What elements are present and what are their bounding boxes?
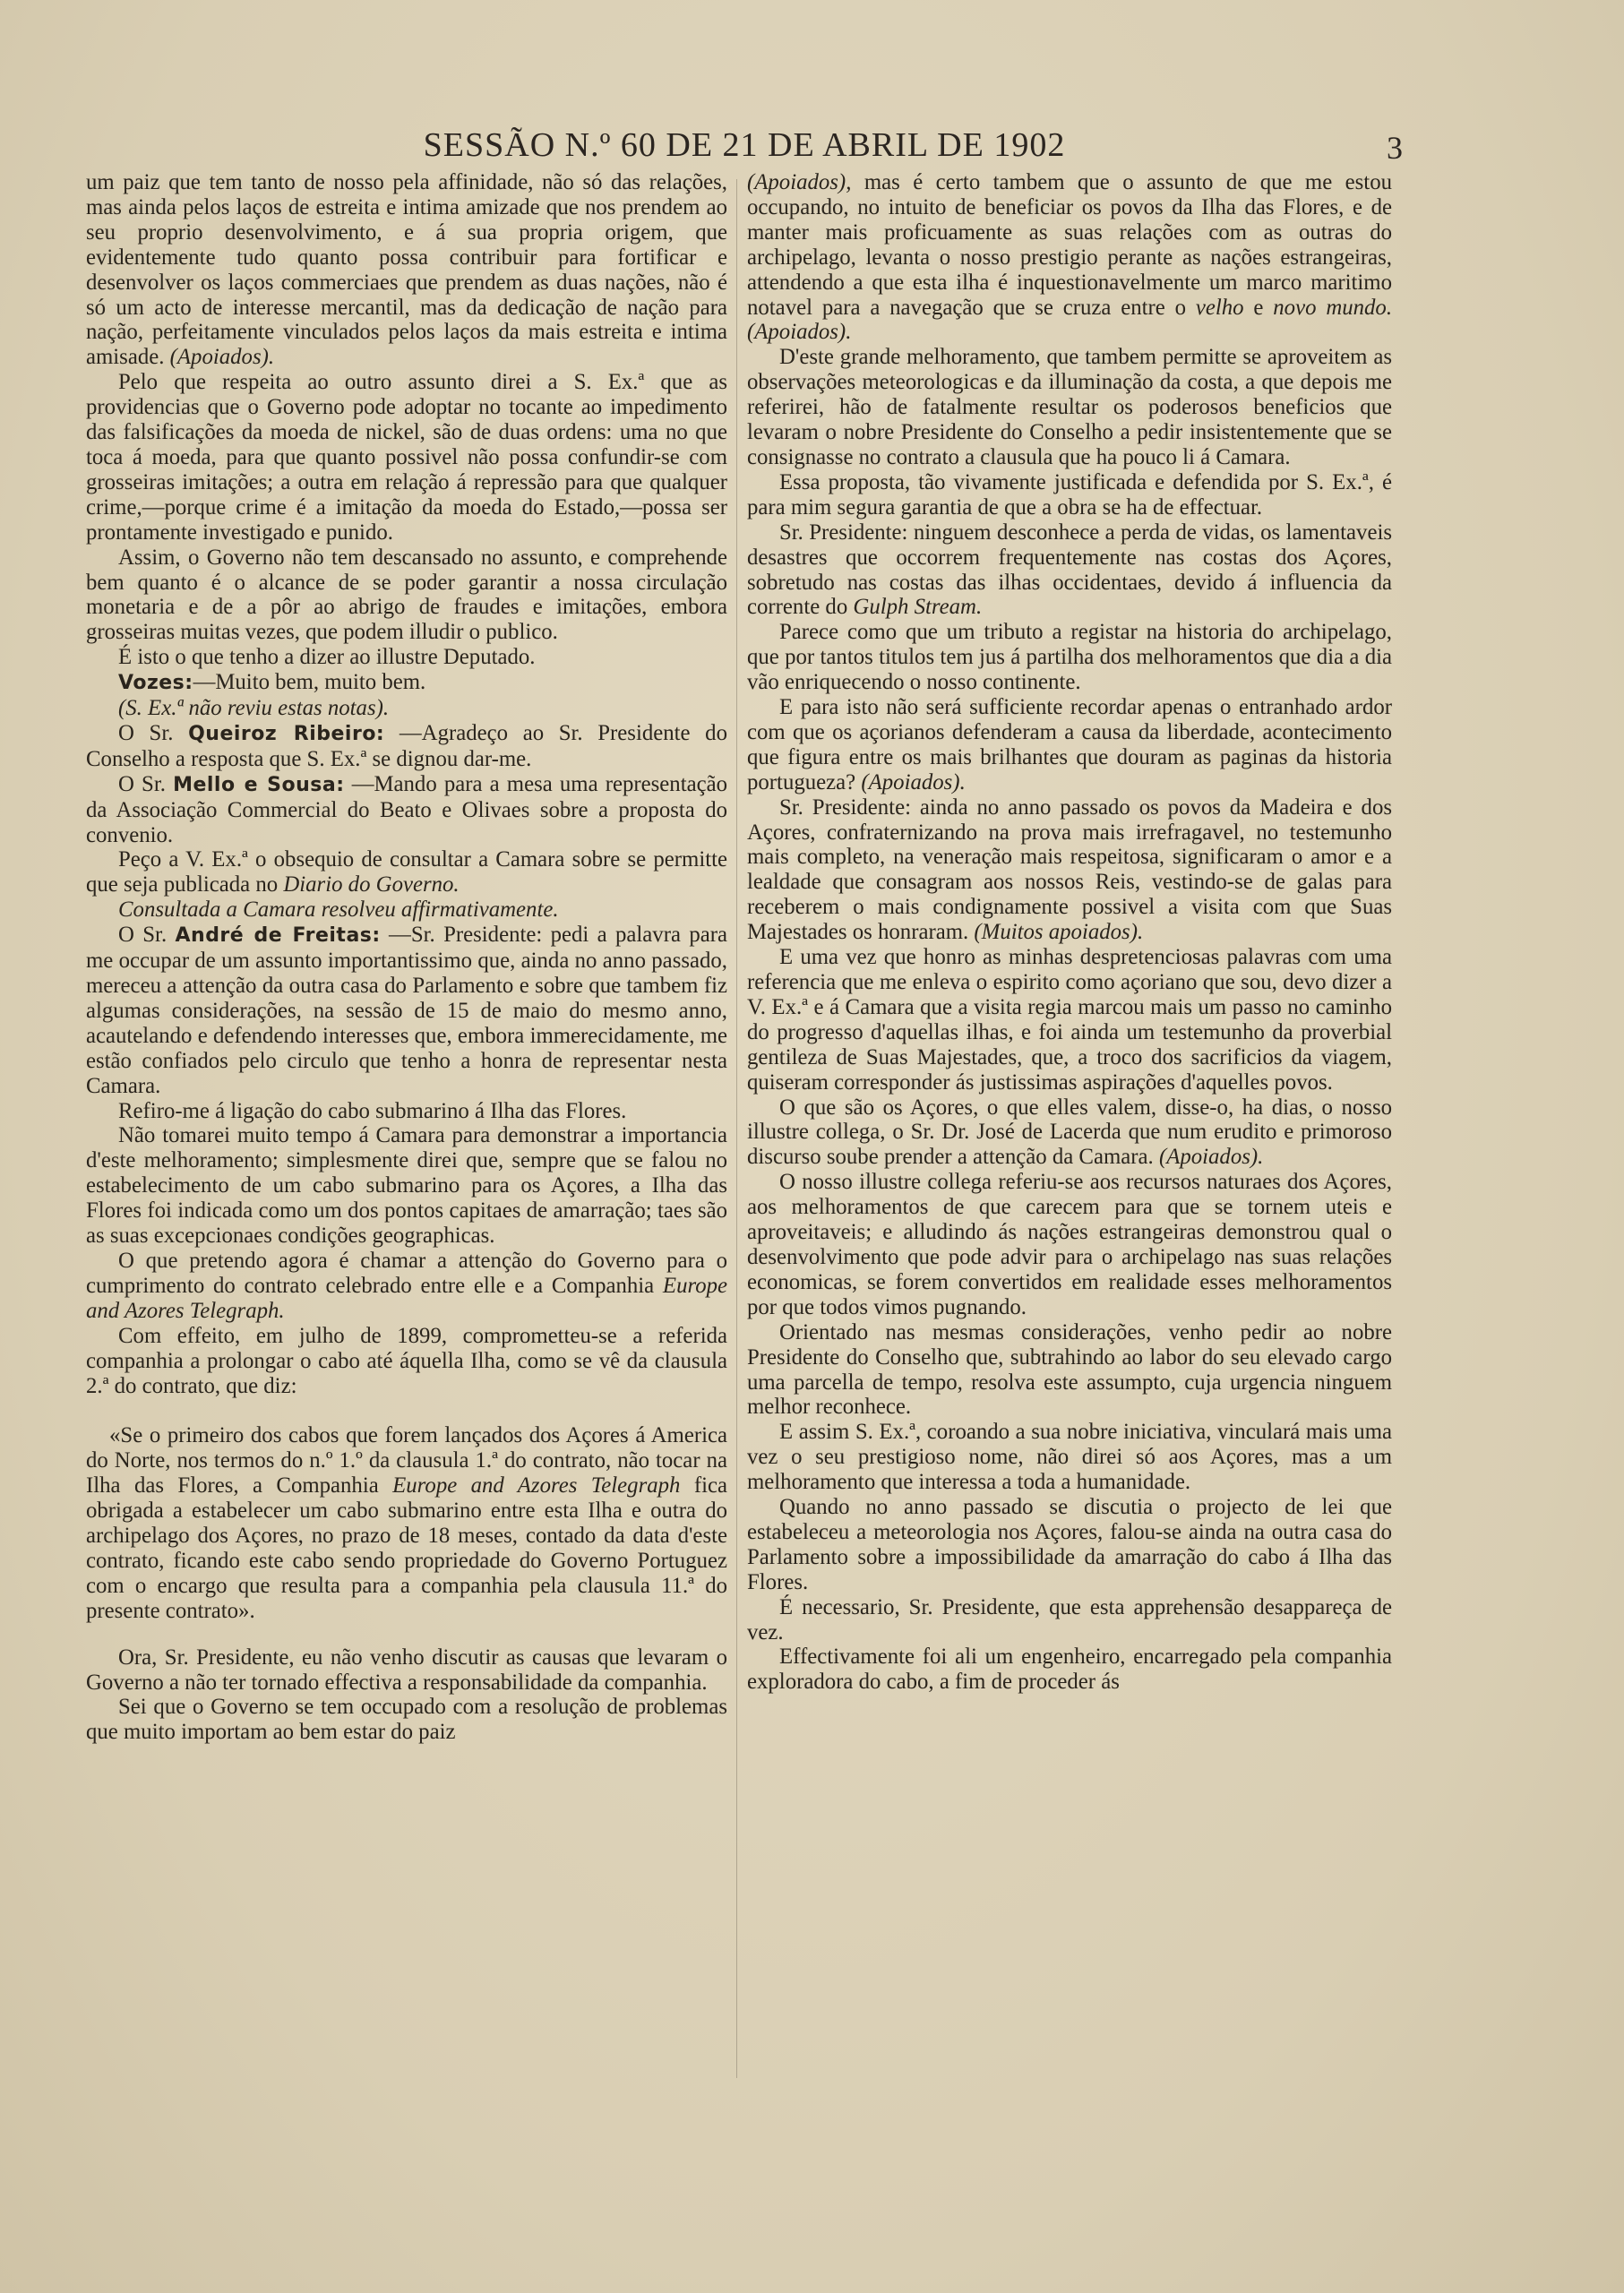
publication-name: Diario do Governo. <box>283 872 460 897</box>
right-column <box>747 170 1392 1695</box>
apoiados-note: (Apoiados), <box>747 170 852 194</box>
paragraph: Effectivamente foi ali um engenheiro, encarregado pela companhia exploradora do cabo, a fim de proceder ás <box>747 1645 1392 1695</box>
company-name: Europe and Azores Telegraph. <box>86 1273 727 1323</box>
left-column <box>86 170 727 1745</box>
paragraph: D'este grande melhoramento, que tambem permitte se aproveitem as observações meteorologicas e da illuminação da costa, a que depois me referirei, hão de fatalmente resultar os poderosos beneficios que levaram o nobre Presidente do Conselho a pedir insistentemente que se consignasse no contrato a clausula que ha pouco li á Camara. <box>747 345 1392 469</box>
paragraph-text: O que são os Açores, o que elles valem, disse-o, ha dias, o nosso illustre collega, o Sr. Dr. José de Lacerda que num erudito e primoroso discurso soube prender a attenção da Camara. <box>747 1095 1392 1170</box>
italic-word: novo mundo. (Apoiados). <box>747 295 1393 345</box>
paragraph: Assim, o Governo não tem descansado no assunto, e comprehende bem quanto é o alcance de se poder garantir a nossa circulação monetaria e de a pôr ao abrigo de fraudes e imitações, embora grosseiras muitas vezes, que podem illudir o publico. <box>86 545 727 645</box>
paragraph <box>86 170 727 370</box>
paragraph <box>86 1249 727 1324</box>
paragraph-text: E para isto não será sufficiente recordar apenas o entranhado ardor com que os açorianos defenderam a causa da liberdade, acontecimento que figura entre os mais brilhantes que douram as paginas da historia portugueza? <box>747 695 1392 794</box>
paragraph-text: Sr. Presidente: ainda no anno passado os povos da Madeira e dos Açores, confraternizando na prova mais irrefragavel, no testemunho mais completo, na veneração mais respeitosa, significaram o amor e a lealdade que consagram aos nossos Reis, vestindo-se de galas para receberem o mais condignamente possivel a visita com que Suas Majestades os honraram. <box>747 794 1392 945</box>
company-name: Europe and Azores Telegraph <box>392 1473 681 1499</box>
paragraph: Com effeito, em julho de 1899, comprometteu-se a referida companhia a prolongar o cabo até áquella Ilha, como se vê da clausula 2.ª do contrato, que diz: <box>86 1323 727 1398</box>
current-name: Gulph Stream. <box>853 595 983 620</box>
paragraph: Ora, Sr. Presidente, eu não venho discutir as causas que levaram o Governo a não ter tornado effectiva a responsabilidade da companhia. <box>86 1645 727 1695</box>
paragraph <box>747 170 1392 345</box>
paragraph <box>86 847 727 897</box>
paragraph: Parece como que um tributo a registar na historia do archipelago, que por tantos titulos tem jus á partilha dos melhoramentos que dia a dia vão enriquecendo o nosso continente. <box>747 620 1392 695</box>
paragraph: Não tomarei muito tempo á Camara para demonstrar a importancia d'este melhoramento; simplesmente direi que, sempre que se falou no estabelecimento de um cabo submarino para os Açores, a Ilha das Flores foi indicada como um dos pontos capitaes de amarração; taes são as suas excepcionaes condições geographicas. <box>86 1123 727 1249</box>
speech-text: —Mando para a mesa uma representação da Associação Commercial do Beato e Olivaes sobre a proposta do convenio. <box>86 771 727 847</box>
contract-quote <box>86 1423 727 1623</box>
paragraph-text: mas é certo tambem que o assunto de que me estou occupando, no intuito de beneficiar os povos da Ilha das Flores, e de manter mais proficuamente as suas relações com as outras do archipelago, levanta o nosso prestigio perante as nações estrangeiras, attendendo a que esta ilha é inquestionavelmente um marco maritimo notavel para a navegação que se cruza entre o <box>747 170 1392 320</box>
paragraph <box>747 520 1392 621</box>
speech-text: —Agradeço ao Sr. Presidente do Conselho a resposta que S. Ex.ª se dignou dar-me. <box>86 720 727 771</box>
editor-note: (S. Ex.ª não reviu estas notas). <box>118 696 390 721</box>
speaker-name: Queiroz Ribeiro: <box>188 722 385 745</box>
paragraph: Refiro-me á ligação do cabo submarino á Ilha das Flores. <box>118 1098 627 1123</box>
speech-andre <box>86 923 727 1098</box>
page-number: 3 <box>1387 130 1403 166</box>
session-title: SESSÃO N.º 60 DE 21 DE ABRIL DE 1902 <box>423 126 1066 164</box>
paragraph-text: Sr. Presidente: ninguem desconhece a perda de vidas, os lamentaveis desastres que occorrem frequentemente nas costas dos Açores, sobretudo nas costas das ilhas occidentaes, devido á influencia da corrente do <box>747 520 1392 620</box>
resolution-note: Consultada a Camara resolveu affirmativamente. <box>118 897 559 923</box>
quote-text: fica obrigada a estabelecer um cabo submarino entre esta Ilha e outra do archipelago dos Açores, no prazo de 18 meses, contado da data d'este contrato, ficando este cabo sendo propriedade do Governo Portuguez com o encargo que resulta para a companhia pela clausula 11.ª do presente contrato». <box>86 1473 727 1623</box>
paragraph: E uma vez que honro as minhas despretenciosas palavras com uma referencia que me enleva o espirito como açoriano que sou, devo dizer a V. Ex.ª e á Camara que a visita regia marcou mais um passo no caminho do progresso d'aquellas ilhas, e foi ainda um testemunho da proverbial gentileza de Suas Majestades, que, a troco dos sacrificios da viagem, quiseram corresponder ás justissimas aspirações d'aquelles povos. <box>747 945 1392 1095</box>
speaker-name: André de Freitas: <box>175 924 381 948</box>
italic-word: velho <box>1195 295 1244 320</box>
quote-text: «Se o primeiro dos cabos que forem lançados dos Açores á America do Norte, nos termos do n.º 1.º da clausula 1.ª do contrato, não tocar na Ilha das Flores, a Companhia <box>86 1423 727 1499</box>
apoiados-note: (Apoiados). <box>1158 1145 1264 1170</box>
speaker-prefix: O Sr. <box>118 771 166 796</box>
paragraph <box>747 1095 1392 1171</box>
speech-mello <box>86 772 727 848</box>
apoiados-note: (Apoiados). <box>861 769 966 794</box>
speaker-prefix: O Sr. <box>118 720 174 745</box>
paragraph <box>747 695 1392 795</box>
paragraph: Quando no anno passado se discutia o projecto de lei que estabeleceu a meteorologia nos Açores, falou-se ainda na outra casa do Parlamento sobre a impossibilidade da amarração do cabo á Ilha das Flores. <box>747 1495 1392 1594</box>
paragraph <box>747 795 1392 945</box>
speaker-name: Vozes: <box>118 672 193 695</box>
speaker-prefix: O Sr. <box>118 923 168 948</box>
paragraph-text: um paiz que tem tanto de nosso pela affinidade, não só das relações, mas ainda pelos laços de estreita e intima amizade que nos prendem ao seu proprio desenvolvimento, e á sua propria origem, que evidentemente tudo quanto possa contribuir para fortificar e desenvolver os laços commerciaes que prendem as duas nações, não é só um acto de interesse mercantil, mas da dedicação de nação para nação, perfeitamente vinculados pelos laços da mais estreita e intima amisade. <box>86 170 727 370</box>
paragraph: O nosso illustre collega referiu-se aos recursos naturaes dos Açores, aos melhoramentos de que carecem para que se tornem uteis e aproveitaveis; e alludindo ás nações estrangeiras demonstrou qual o desenvolvimento que pode advir para o archipelago nas suas relações economicas, se forem convertidos em realidade esses melhoramentos por que todos vimos pugnando. <box>747 1170 1392 1319</box>
speech-vozes <box>86 670 727 696</box>
paragraph: Orientado nas mesmas considerações, venho pedir ao nobre Presidente do Conselho que, subtrahindo ao labor do seu elevado cargo uma parcella de tempo, resolva este assumpto, cuja urgencia ninguem melhor reconhece. <box>747 1319 1392 1420</box>
paragraph: Essa proposta, tão vivamente justificada e defendida por S. Ex.ª, é para mim segura garantia de que a obra se ha de effectuar. <box>747 469 1392 520</box>
column-divider <box>736 179 737 2078</box>
paragraph: Sei que o Governo se tem occupado com a resolução de problemas que muito importam ao bem estar do paiz <box>86 1695 727 1745</box>
speaker-name: Mello e Sousa: <box>173 773 345 796</box>
paragraph: É necessario, Sr. Presidente, que esta apprehensão desappareça de vez. <box>747 1594 1392 1645</box>
paragraph-text: O que pretendo agora é chamar a attenção do Governo para o cumprimento do contrato celebrado entre elle e a Companhia <box>86 1248 727 1298</box>
paragraph: E assim S. Ex.ª, coroando a sua nobre iniciativa, vinculará mais uma vez o seu prestigioso nome, não direi só aos Açores, mas a um melhoramento que interessa a toda a humanidade. <box>747 1420 1392 1495</box>
speech-text: —Sr. Presidente: pedi a palavra para me occupar de um assunto importantissimo que, ainda no anno passado, mereceu a attenção da outra casa do Parlamento e sobre que tambem fiz algumas considerações, na sessão de 15 de maio do mesmo anno, acautelando e defendendo interesses que, embora immerecidamente, me estão confiados pelo circulo que tenho a honra de representar nesta Camara. <box>86 923 727 1098</box>
apoiados-note: (Muitos apoiados). <box>974 920 1144 945</box>
paragraph-text: Peço a V. Ex.ª o obsequio de consultar a Camara sobre se permitte que seja publicada no <box>86 847 727 897</box>
apoiados-note: (Apoiados). <box>169 345 275 370</box>
speech-queiroz <box>86 721 727 772</box>
paragraph-text: e <box>1253 295 1264 320</box>
paragraph: Pelo que respeita ao outro assunto direi a S. Ex.ª que as providencias que o Governo pode adoptar no tocante ao impedimento das falsificações da moeda de nickel, são de duas ordens: uma no que toca á moeda, para que quanto possivel não possa confundir-se com grosseiras imitações; a outra em relação á repressão para que qualquer crime,—porque crime é a imitação da moeda do Estado,—possa ser prontamente investigado e punido. <box>86 370 727 545</box>
paragraph: É isto o que tenho a dizer ao illustre Deputado. <box>118 645 536 670</box>
speech-text: —Muito bem, muito bem. <box>193 670 426 695</box>
